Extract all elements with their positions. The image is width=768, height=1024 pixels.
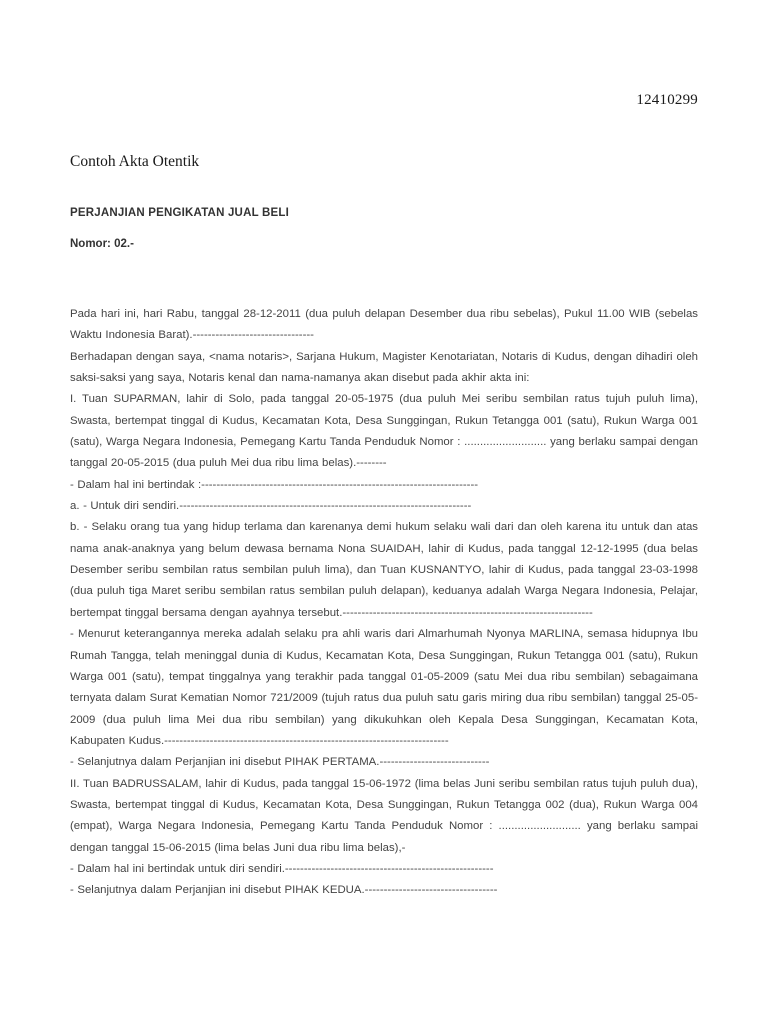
agreement-number: Nomor: 02.- bbox=[70, 238, 134, 250]
paragraph-opening: Pada hari ini, hari Rabu, tanggal 28-12-2011 (dua puluh delapan Desember dua ribu sebelas), Pukul 11.00 WIB (sebelas Waktu Indonesia Barat).-------------------------------- bbox=[70, 308, 698, 342]
paragraph-heirs: - Menurut keterangannya mereka adalah selaku pra ahli waris dari Almarhumah Nyonya MARLINA, semasa hidupnya Ibu Rumah Tangga, telah meninggal dunia di Kudus, Kecamatan Kota, Desa Sunggingan, Rukun Tetangga 001 (satu), Rukun Warga 001 (satu), tempat tinggalnya yang terakhir pada tanggal 01-05-2009 (satu Mei dua ribu sembilan) sebagaimana ternyata dalam Surat Kematian Nomor 721/2009 (tujuh ratus dua puluh satu garis miring dua ribu sembilan) tanggal 25-05-2009 (dua puluh lima Mei dua ribu sembilan) yang dikukuhkan oleh Kepala Desa Sunggingan, Kecamatan Kota, Kabupaten Kudus.--------------------------------------------------------------------------- bbox=[70, 628, 698, 747]
paragraph-item-a: a. - Untuk diri sendiri.----------------------------------------------------------------------------- bbox=[70, 500, 472, 513]
paragraph-notary: Berhadapan dengan saya, <nama notaris>, Sarjana Hukum, Magister Kenotariatan, Notaris di Kudus, dengan dihadiri oleh saksi-saksi yang saya, Notaris kenal dan nama-namanya akan disebut pada akhir akta ini: bbox=[70, 350, 698, 385]
agreement-title: PERJANJIAN PENGIKATAN JUAL BELI bbox=[70, 207, 289, 219]
paragraph-item-b: b. - Selaku orang tua yang hidup terlama dan karenanya demi hukum selaku wali dari dan oleh karena itu untuk dan atas nama anak-anaknya yang belum dewasa bernama Nona SUAIDAH, lahir di Kudus, pada tanggal 12-12-1995 (dua belas Desember seribu sembilan ratus sembilan puluh lima), dan Tuan KUSNANTYO, lahir di Kudus, pada tanggal 23-03-1998 (dua puluh tiga Maret seribu sembilan ratus sembilan puluh delapan), keduanya adalah Warga Negara Indonesia, Pelajar, bertempat tinggal bersama dengan ayahnya tersebut.------------------------------------------------------------------ bbox=[70, 521, 698, 619]
paragraph-first-party: - Selanjutnya dalam Perjanjian ini disebut PIHAK PERTAMA.----------------------------- bbox=[70, 756, 490, 769]
document-number: 12410299 bbox=[636, 92, 698, 108]
document-body bbox=[70, 304, 698, 902]
paragraph-second-party: - Selanjutnya dalam Perjanjian ini disebut PIHAK KEDUA.----------------------------------- bbox=[70, 884, 498, 897]
paragraph-party-one: I. Tuan SUPARMAN, lahir di Solo, pada tanggal 20-05-1975 (dua puluh Mei seribu sembilan ratus tujuh puluh lima), Swasta, bertempat tinggal di Kudus, Kecamatan Kota, Desa Sunggingan, Rukun Tetangga 001 (satu), Rukun Warga 001 (satu), Warga Negara Indonesia, Pemegang Kartu Tanda Penduduk Nomor : .......................... yang berlaku sampai dengan tanggal 20-05-2015 (dua puluh Mei dua ribu lima belas).-------- bbox=[70, 393, 698, 470]
paragraph-acting-as: - Dalam hal ini bertindak :------------------------------------------------------------------------- bbox=[70, 478, 479, 491]
document-title: Contoh Akta Otentik bbox=[70, 153, 200, 170]
paragraph-acting-self: - Dalam hal ini bertindak untuk diri sendiri.------------------------------------------------------- bbox=[70, 862, 494, 875]
paragraph-party-two: II. Tuan BADRUSSALAM, lahir di Kudus, pada tanggal 15-06-1972 (lima belas Juni seribu sembilan ratus tujuh puluh dua), Swasta, bertempat tinggal di Kudus, Kecamatan Kota, Desa Sunggingan, Rukun Tetangga 002 (dua), Rukun Warga 004 (empat), Warga Negara Indonesia, Pemegang Kartu Tanda Penduduk Nomor : .......................... yang berlaku sampai dengan tanggal 15-06-2015 (lima belas Juni dua ribu lima belas),- bbox=[70, 777, 698, 854]
